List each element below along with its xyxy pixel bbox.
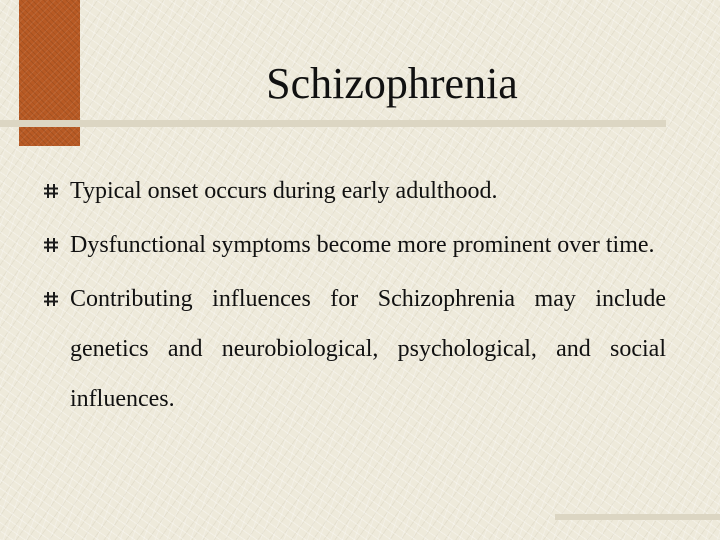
title-divider xyxy=(0,120,666,127)
slide-title: Schizophrenia xyxy=(266,59,518,108)
bullet-text: Dysfunctional symptoms become more prominent over time. xyxy=(70,232,655,258)
footer-divider xyxy=(555,514,720,520)
hash-bullet-icon xyxy=(43,183,59,199)
bullet-item xyxy=(70,220,666,270)
bullet-text: Typical onset occurs during early adulthood. xyxy=(70,178,498,204)
hash-bullet-icon xyxy=(43,291,59,307)
bullet-list xyxy=(70,166,666,428)
bullet-text: Contributing influences for Schizophrenia may include genetics and neurobiological, psychological, and social influences. xyxy=(70,286,666,412)
hash-bullet-icon xyxy=(43,237,59,253)
bullet-item xyxy=(70,166,666,216)
bullet-item xyxy=(70,274,666,424)
